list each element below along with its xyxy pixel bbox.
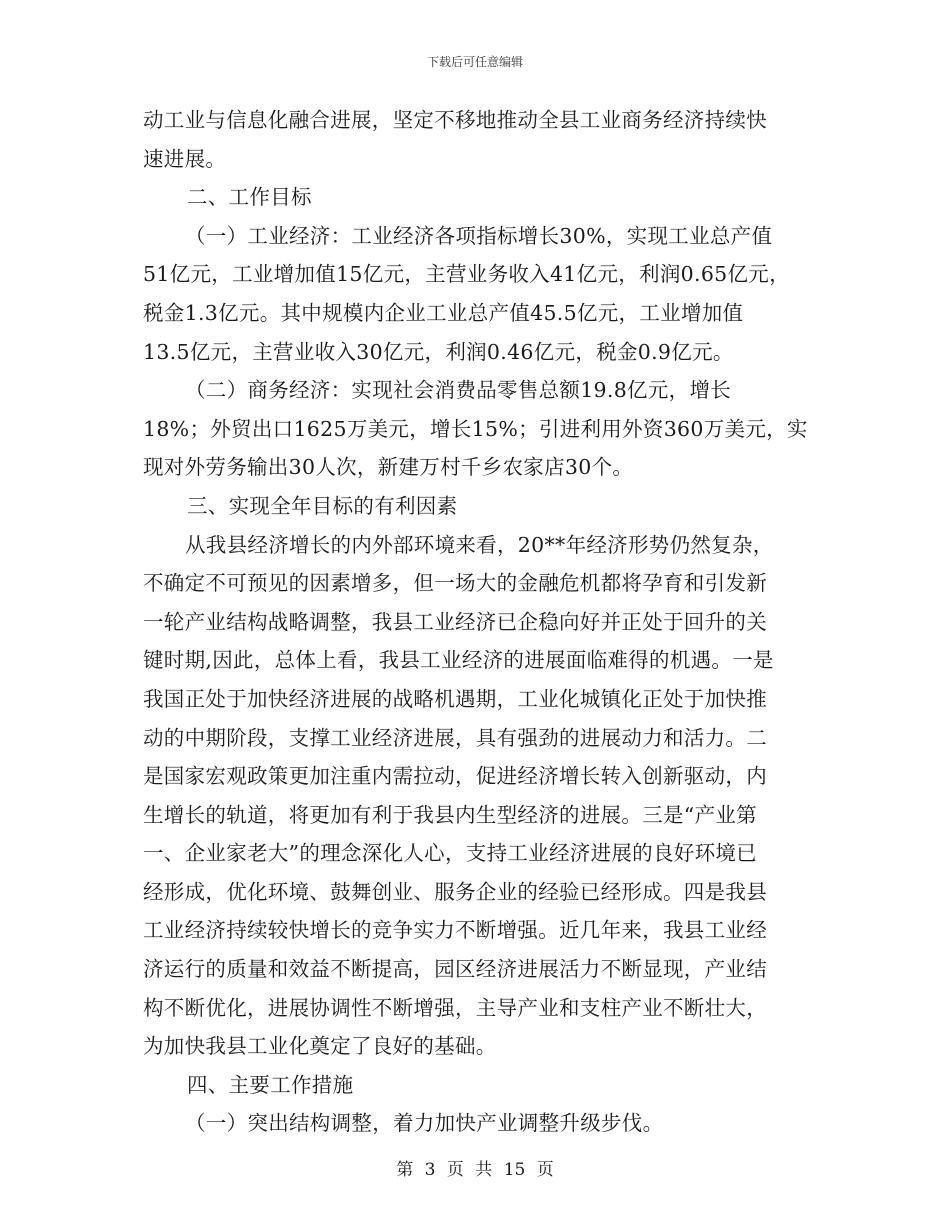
text-line: 现对外劳务输出30人次，新建万村千乡农家店30个。 (143, 455, 634, 480)
page-number-footer: 第 3 页 共 15 页 (396, 1160, 554, 1180)
text-line: 工业经济持续较快增长的竞争实力不断增强。近几年来，我县工业经 (143, 918, 767, 943)
text-line: （一）工业经济：工业经济各项指标增长30%，实现工业总产值 (185, 223, 773, 248)
page-header: 下载后可任意编辑 (426, 55, 523, 69)
text-line: 构不断优化，进展协调性不断增强，主导产业和支柱产业不断壮大， (143, 995, 767, 1020)
text-line: 三、实现全年目标的有利因素 (187, 493, 458, 518)
text-line: 税金1.3亿元。其中规模内企业工业总产值45.5亿元，工业增加值 (143, 300, 744, 325)
text-line: 动工业与信息化融合进展，坚定不移地推动全县工业商务经济持续快 (143, 108, 767, 132)
text-line: 速进展。 (143, 146, 227, 171)
text-line: 济运行的质量和效益不断提高，园区经济进展活力不断显现，产业结 (143, 957, 767, 982)
text-line: 四、主要工作措施 (187, 1072, 354, 1097)
text-line: 是国家宏观政策更加注重内需拉动，促进经济增长转入创新驱动，内 (143, 764, 767, 789)
text-line: 动的中期阶段，支撑工业经济进展，具有强劲的进展动力和活力。二 (143, 725, 767, 750)
text-line: 18%；外贸出口1625万美元，增长15%；引进利用外资360万美元，实 (143, 416, 808, 441)
text-line: （二）商务经济：实现社会消费品零售总额19.8亿元，增长 (185, 378, 732, 403)
document-body (143, 101, 808, 1143)
text-line: 键时期,因此，总体上看，我县工业经济的进展面临难得的机遇。一是 (143, 648, 774, 673)
text-line: 51亿元，工业增加值15亿元，主营业务收入41亿元，利润0.65亿元， (143, 262, 790, 287)
text-line: 一轮产业结构战略调整，我县工业经济已企稳向好并正处于回升的关 (143, 609, 767, 634)
text-line: 我国正处于加快经济进展的战略机遇期，工业化城镇化正处于加快推 (143, 686, 767, 711)
text-line: （一）突出结构调整，着力加快产业调整升级步伐。 (185, 1111, 664, 1136)
text-line: 不确定不可预见的因素增多，但一场大的金融危机都将孕育和引发新 (143, 571, 767, 596)
text-line: 二、工作目标 (187, 185, 312, 210)
text-line: 从我县经济增长的内外部环境来看，20**年经济形势仍然复杂， (185, 532, 774, 557)
text-line: 经形成，优化环境、鼓舞创业、服务企业的经验已经形成。四是我县 (143, 879, 767, 904)
text-line: 13.5亿元，主营业收入30亿元，利润0.46亿元，税金0.9亿元。 (143, 339, 734, 364)
text-line: 一、企业家老大”的理念深化人心，支持工业经济进展的良好环境已 (143, 841, 757, 866)
text-line: 生增长的轨道，将更加有利于我县内生型经济的进展。三是“产业第 (143, 802, 757, 827)
text-line: 为加快我县工业化奠定了良好的基础。 (143, 1034, 497, 1059)
